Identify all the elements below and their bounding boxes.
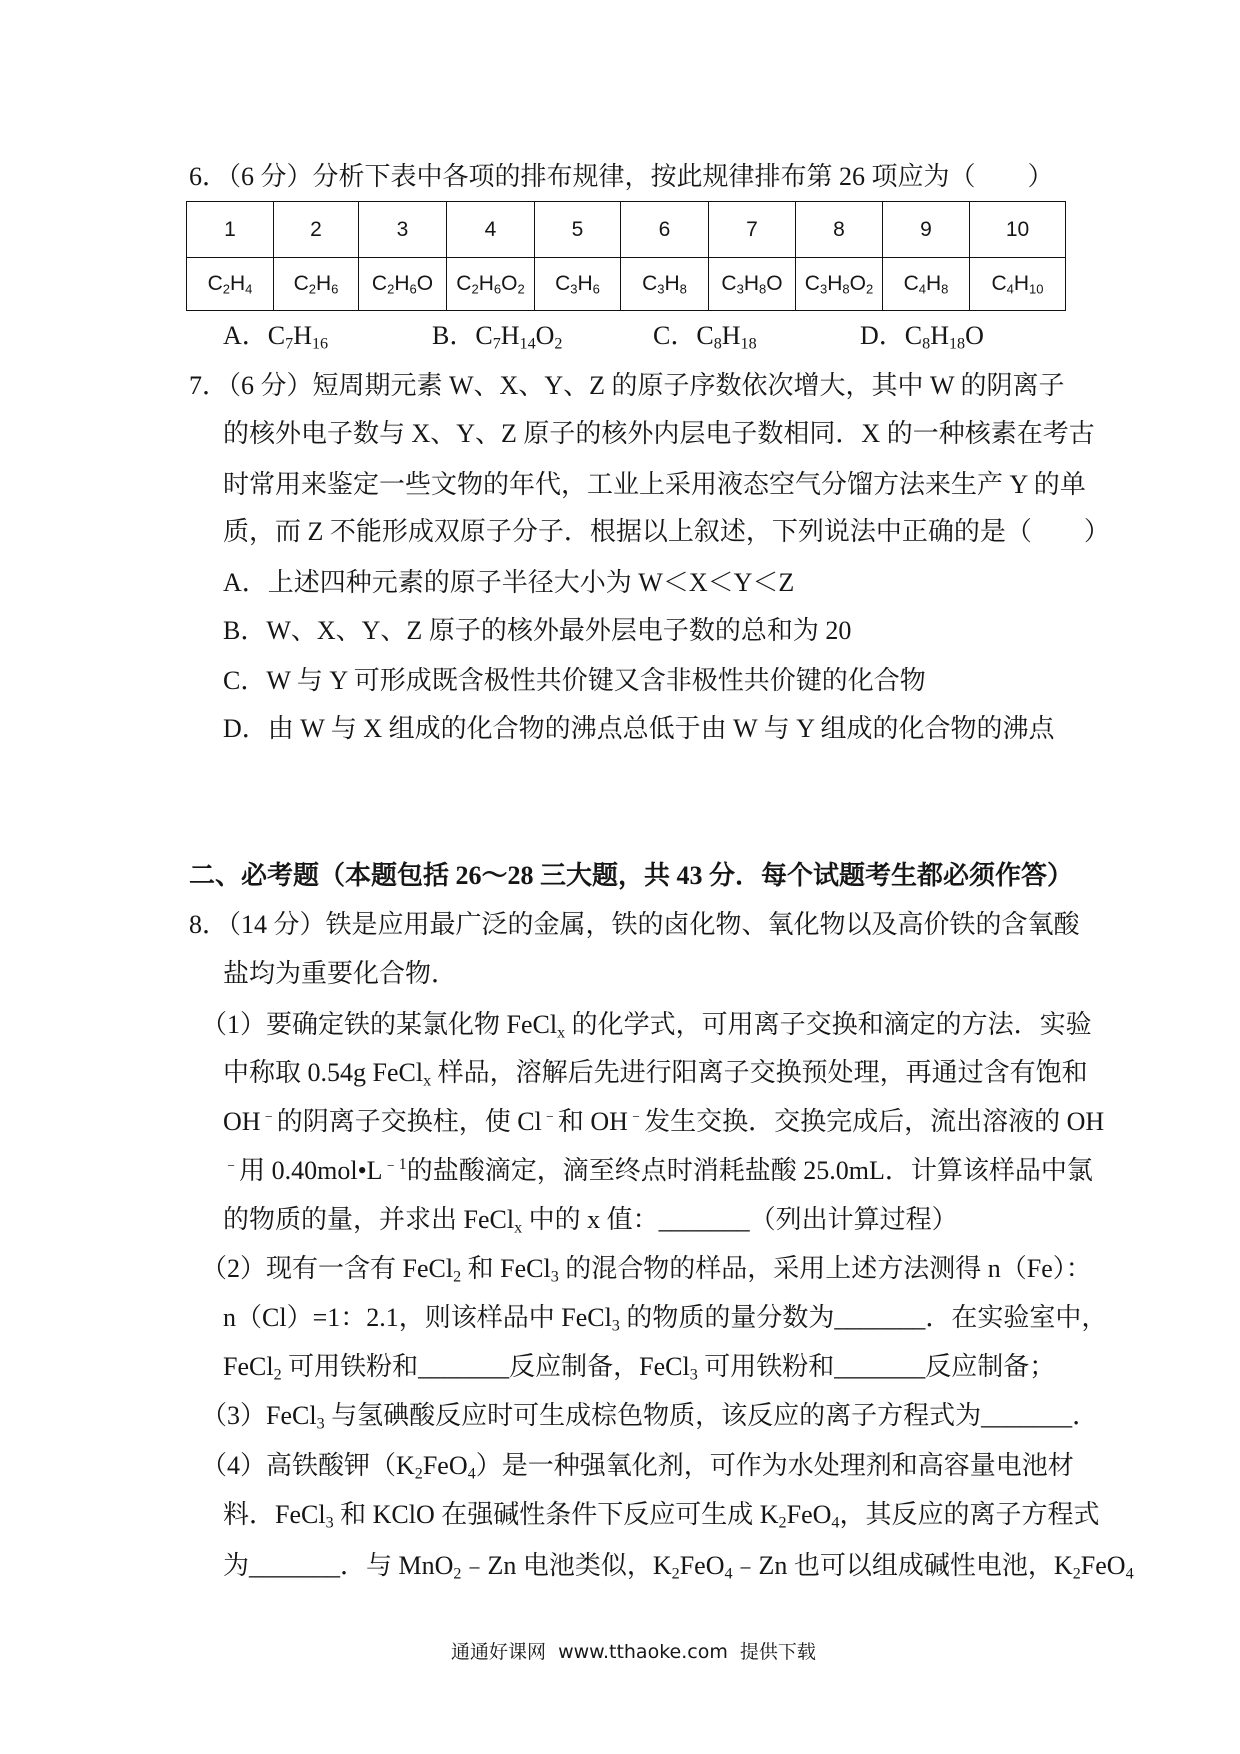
question-8-part-2-line: [223, 1301, 1107, 1335]
text-run: H: [500, 321, 520, 350]
superscript: ﹣1: [382, 1156, 407, 1174]
question-6-option-c: [653, 319, 757, 353]
text-run: 的物质的量分数为_______．在实验室中，: [619, 1303, 1108, 1332]
question-8-part-1-line: [223, 1203, 958, 1237]
text-run: O: [416, 272, 434, 295]
text-run: 中的 x 值：_______（列出计算过程）: [522, 1205, 958, 1234]
text-run: 与氢碘酸反应时可生成棕色物质，该反应的离子方程式为_______．: [324, 1401, 1099, 1430]
question-8-part-4-line: [223, 1549, 1134, 1583]
text-run: H: [827, 272, 843, 295]
question-8-part-2-line: [201, 1252, 1092, 1286]
subscript: 2: [471, 281, 479, 297]
question-7-stem-line: [223, 515, 1110, 549]
question-8-part-4-line: [223, 1498, 1099, 1532]
subscript: 8: [713, 335, 722, 353]
text-run: （4）高铁酸钾（K: [201, 1451, 415, 1480]
superscript: ﹣: [260, 1107, 277, 1125]
subscript: 7: [285, 335, 294, 353]
subscript: x: [423, 1072, 432, 1090]
table-cell-formula: [535, 258, 621, 311]
text-run: C: [456, 272, 472, 295]
question-7-stem-line: [189, 369, 1065, 403]
table-cell-index: 7: [709, 202, 796, 258]
text-run: C: [804, 272, 820, 295]
table-cell-index: 3: [359, 202, 447, 258]
subscript: 2: [671, 1565, 680, 1583]
text-run: 质，而 Z 不能形成双原子分子．根据以上叙述，下列说法中正确的是（ ）: [223, 517, 1110, 546]
text-run: FeO: [422, 1451, 468, 1480]
subscript: 2: [414, 1465, 423, 1483]
subscript: 3: [819, 281, 828, 297]
subscript: 6: [331, 281, 339, 297]
table-cell-index: 8: [796, 202, 883, 258]
question-8-part-1-line: [223, 1105, 1104, 1139]
text-run: 的物质的量，并求出 FeCl: [223, 1205, 515, 1234]
subscript: 2: [387, 281, 395, 297]
text-run: C: [371, 272, 388, 295]
question-8-part-1-line: [223, 1154, 1093, 1188]
subscript: 8: [679, 281, 687, 297]
subscript: 4: [918, 281, 926, 297]
subscript: 3: [316, 1415, 325, 1433]
question-8-part-1-line: [201, 1008, 1092, 1042]
question-6-option-d: [860, 319, 984, 353]
subscript: 16: [311, 335, 329, 353]
text-run: 7．（6 分）短周期元素 W、X、Y、Z 的原子序数依次增大，其中 W 的阴离子: [189, 371, 1065, 400]
subscript: 3: [736, 281, 744, 297]
table-cell-index: 6: [621, 202, 709, 258]
text-run: 可用铁粉和_______反应制备，FeCl: [281, 1352, 690, 1381]
subscript: 8: [941, 281, 949, 297]
table-cell-index: 10: [970, 202, 1066, 258]
text-run: C: [903, 272, 919, 295]
table-cell-formula: [274, 258, 359, 311]
text-run: H: [743, 272, 759, 295]
text-run: H: [930, 321, 949, 350]
text-run: 可用铁粉和_______反应制备；: [697, 1352, 1056, 1381]
question-8-part-2-line: [223, 1350, 1055, 1384]
table-row-formulas: [187, 258, 1066, 311]
subscript: x: [514, 1219, 523, 1237]
text-run: ）是一种强氧化剂，可作为水处理剂和高容量电池材: [475, 1451, 1074, 1480]
subscript: 4: [467, 1465, 476, 1483]
text-run: H: [478, 272, 494, 295]
question-6-stem: [189, 160, 1054, 194]
text-run: 盐均为重要化合物．: [223, 959, 458, 988]
subscript: 3: [611, 1317, 620, 1335]
text-run: 时常用来鉴定一些文物的年代，工业上采用液态空气分馏方法来生产 Y 的单: [223, 470, 1086, 499]
subscript: 6: [592, 281, 600, 297]
text-run: O: [849, 272, 866, 295]
text-run: n（Cl）=1：2.1，则该样品中 FeCl: [223, 1303, 612, 1332]
table-cell-formula: [970, 258, 1066, 311]
question-7-stem-line: [223, 468, 1086, 502]
question-8-part-3-line: [201, 1399, 1098, 1433]
text-run: 6．（6 分）分析下表中各项的排布规律，按此规律排布第 26 项应为（ ）: [189, 162, 1054, 191]
text-run: 和 FeCl: [461, 1254, 551, 1283]
text-run: H: [293, 321, 312, 350]
question-7-stem-line: [223, 417, 1095, 451]
text-run: 样品，溶解后先进行阳离子交换预处理，再通过含有饱和: [431, 1058, 1088, 1087]
subscript: 8: [759, 281, 767, 297]
text-run: FeO: [1080, 1551, 1126, 1580]
subscript: 2: [554, 335, 563, 353]
text-run: C．C: [653, 321, 714, 350]
page-footer: 通通好课网 www.tthaoke.com 提供下载: [451, 1641, 816, 1663]
text-run: C: [207, 272, 223, 295]
question-8-stem-line: [223, 957, 457, 991]
question-6-option-b: [432, 319, 562, 353]
table-cell-formula: [359, 258, 447, 311]
text-run: 二、必考题（本题包括 26～28 三大题，共 43 分．每个试题考生都必须作答）: [189, 861, 1074, 890]
section-heading: [189, 859, 1073, 893]
text-run: O: [501, 272, 518, 295]
text-run: 和 KClO 在强碱性条件下反应可生成 K: [333, 1500, 779, 1529]
subscript: 3: [689, 1366, 698, 1384]
text-run: FeCl: [223, 1352, 274, 1381]
text-run: H: [664, 272, 680, 295]
subscript: 3: [550, 1268, 559, 1286]
superscript: ﹣: [223, 1156, 240, 1174]
text-run: （3）FeCl: [201, 1401, 317, 1430]
text-run: H: [577, 272, 593, 295]
subscript: 3: [325, 1514, 334, 1532]
subscript: 2: [308, 281, 316, 297]
subscript: x: [557, 1024, 566, 1042]
question-8-part-1-line: [223, 1056, 1088, 1090]
table-cell-index: 1: [187, 202, 274, 258]
text-run: ，其反应的离子方程式: [839, 1500, 1100, 1529]
table-cell-index: 5: [535, 202, 621, 258]
text-run: 的混合物的样品，采用上述方法测得 n（Fe）：: [558, 1254, 1092, 1283]
subscript: 2: [453, 1268, 462, 1286]
text-run: H: [394, 272, 410, 295]
text-run: O: [965, 321, 984, 350]
question-8-stem-line: [189, 908, 1080, 942]
subscript: 18: [740, 335, 757, 353]
text-run: C: [721, 272, 737, 295]
subscript: 6: [409, 281, 417, 297]
question-7-option-a: [223, 566, 794, 600]
text-run: B．W、X、Y、Z 原子的核外最外层电子数的总和为 20: [223, 616, 852, 645]
table-cell-formula: [796, 258, 883, 311]
text-run: B．C: [432, 321, 493, 350]
subscript: 4: [724, 1565, 733, 1583]
text-run: C: [991, 272, 1007, 295]
subscript: 8: [842, 281, 850, 297]
text-run: FeO: [786, 1500, 832, 1529]
table-cell-formula: [883, 258, 970, 311]
subscript: 14: [519, 335, 536, 353]
subscript: 7: [492, 335, 501, 353]
subscript: 18: [948, 335, 966, 353]
subscript: 4: [1006, 281, 1014, 297]
question-7-option-b: [223, 614, 851, 648]
text-run: 中称取 0.54g FeCl: [223, 1058, 424, 1087]
subscript: 2: [222, 281, 230, 297]
subscript: 10: [1029, 281, 1044, 297]
text-run: C: [293, 272, 309, 295]
text-run: 料．FeCl: [223, 1500, 326, 1529]
table-cell-formula: [621, 258, 709, 311]
text-run: 的盐酸滴定，滴至终点时消耗盐酸 25.0mL．计算该样品中氯: [406, 1156, 1093, 1185]
text-run: 发生交换．交换完成后，流出溶液的 OH: [644, 1107, 1105, 1136]
text-run: A．C: [223, 321, 286, 350]
subscript: 6: [493, 281, 502, 297]
text-run: ﹣Zn 电池类似，K: [461, 1551, 672, 1580]
text-run: 和 OH: [557, 1107, 628, 1136]
subscript: 2: [1072, 1565, 1081, 1583]
text-run: 的核外电子数与 X、Y、Z 原子的核外内层电子数相同．X 的一种核素在考古: [223, 419, 1095, 448]
table-cell-index: 4: [447, 202, 535, 258]
text-run: H: [926, 272, 942, 295]
table-row-index: [187, 202, 1066, 258]
text-run: C．W 与 Y 可形成既含极性共价键又含非极性共价键的化合物: [223, 666, 926, 695]
text-run: 用 0.40mol•L: [239, 1156, 383, 1185]
subscript: 8: [922, 335, 931, 353]
subscript: 4: [1125, 1565, 1134, 1583]
text-run: 8．（14 分）铁是应用最广泛的金属，铁的卤化物、氧化物以及高价铁的含氧酸: [189, 910, 1080, 939]
table-cell-index: 9: [883, 202, 970, 258]
text-run: ﹣Zn 也可以组成碱性电池，K: [732, 1551, 1073, 1580]
subscript: 2: [517, 281, 525, 297]
text-run: 为_______．与 MnO: [223, 1551, 454, 1580]
text-run: H: [316, 272, 332, 295]
table-cell-formula: [187, 258, 274, 311]
text-run: D．C: [860, 321, 923, 350]
question-7-option-c: [223, 664, 926, 698]
text-run: O: [766, 272, 783, 295]
text-run: C: [642, 272, 658, 295]
text-run: （2）现有一含有 FeCl: [201, 1254, 454, 1283]
text-run: （1）要确定铁的某氯化物 FeCl: [201, 1010, 558, 1039]
subscript: 4: [831, 1514, 840, 1532]
text-run: H: [721, 321, 741, 350]
text-run: D．由 W 与 X 组成的化合物的沸点总低于由 W 与 Y 组成的化合物的沸点: [223, 714, 1055, 743]
subscript: 2: [865, 281, 874, 297]
text-run: FeO: [679, 1551, 725, 1580]
table-cell-index: 2: [274, 202, 359, 258]
text-run: H: [1013, 272, 1030, 295]
sequence-table: [186, 201, 1066, 311]
text-run: A．上述四种元素的原子半径大小为 W＜X＜Y＜Z: [223, 568, 795, 597]
text-run: H: [230, 272, 246, 295]
text-run: 的阴离子交换柱，使 Cl: [276, 1107, 542, 1136]
question-8-part-4-line: [201, 1449, 1074, 1483]
subscript: 2: [778, 1514, 787, 1532]
superscript: ﹣: [627, 1107, 645, 1125]
subscript: 4: [245, 281, 253, 297]
text-run: OH: [223, 1107, 261, 1136]
text-run: O: [535, 321, 555, 350]
text-run: 的化学式，可用离子交换和滴定的方法．实验: [565, 1010, 1092, 1039]
question-6-option-a: [223, 319, 328, 353]
table-cell-formula: [709, 258, 796, 311]
table-cell-formula: [447, 258, 535, 311]
superscript: ﹣: [541, 1107, 558, 1125]
subscript: 2: [273, 1366, 282, 1384]
question-7-option-d: [223, 712, 1055, 746]
text-run: C: [555, 272, 571, 295]
subscript: 3: [570, 281, 578, 297]
subscript: 2: [453, 1565, 462, 1583]
subscript: 3: [657, 281, 665, 297]
